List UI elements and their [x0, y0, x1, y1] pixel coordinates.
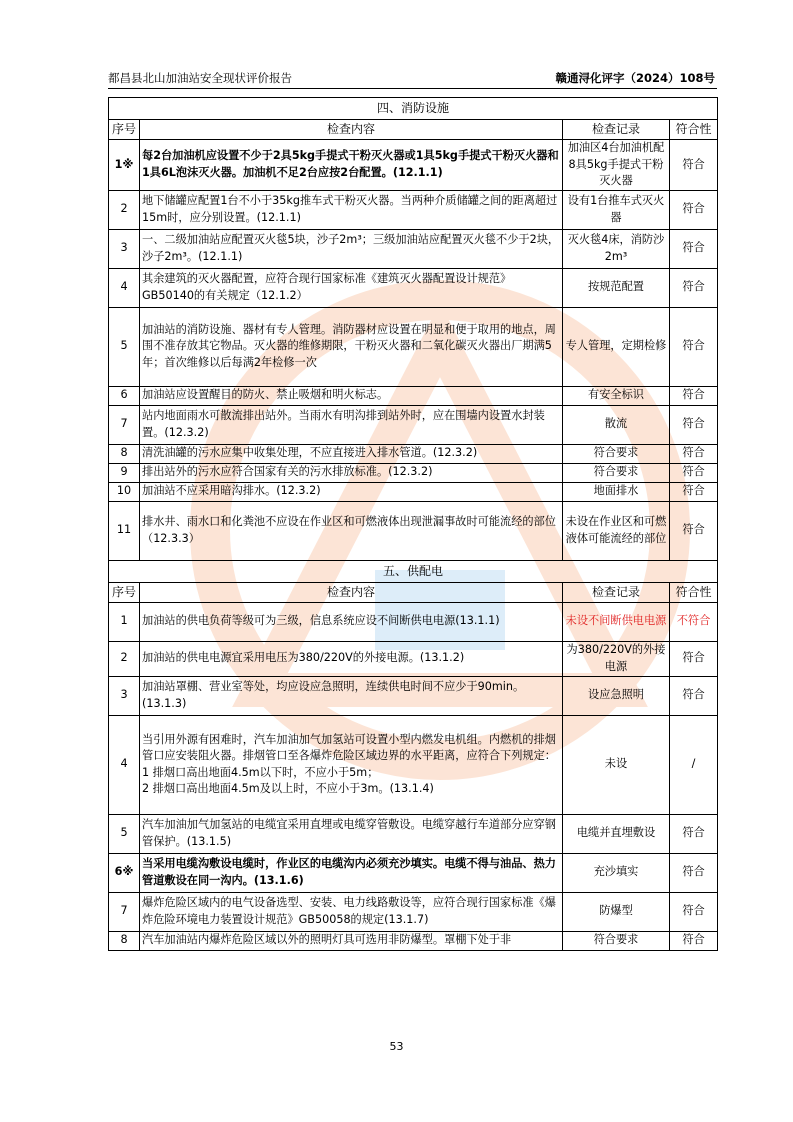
table-row: [109, 715, 718, 814]
row-result: 符合: [670, 229, 718, 268]
row-number: 6: [109, 386, 140, 405]
row-result: 符合: [670, 444, 718, 463]
table-row: [109, 307, 718, 386]
row-record: 加油区4台加油机配8具5kg手提式干粉灭火器: [563, 140, 670, 191]
section-title: 四、消防设施: [109, 98, 718, 120]
page-number: 53: [389, 1040, 404, 1053]
table-row: [109, 482, 718, 501]
row-content: 加油站罩棚、营业室等处，均应设应急照明，连续供电时间不应少于90min。(13.1.3): [140, 676, 563, 715]
table-row: [109, 676, 718, 715]
table-row: [109, 405, 718, 444]
row-content: 当采用电缆沟敷设电缆时，作业区的电缆沟内必须充沙填实。电缆不得与油品、热力管道敷设在同一沟内。(13.1.6): [140, 853, 563, 892]
header-divider: [108, 88, 717, 89]
row-result: 符合: [670, 641, 718, 676]
row-content: 站内地面雨水可散流排出站外。当雨水有明沟排到站外时，应在围墙内设置水封装置。(12.3.2): [140, 405, 563, 444]
row-number: 8: [109, 444, 140, 463]
row-number: 9: [109, 463, 140, 482]
column-header-result: 符合性: [670, 120, 718, 140]
report-number-header: 赣通浔化评字（2024）108号: [555, 71, 715, 85]
row-content: 地下储罐应配置1台不小于35kg推车式干粉灭火器。当两种介质储罐之间的距离超过15m时，应分别设置。(12.1.1): [140, 190, 563, 229]
table-row: [109, 501, 718, 560]
row-result: 符合: [670, 814, 718, 853]
row-number: 11: [109, 501, 140, 560]
row-record: 符合要求: [563, 444, 670, 463]
row-content: 爆炸危险区域内的电气设备选型、安装、电力线路敷设等，应符合现行国家标准《爆炸危险环境电力装置设计规范》GB50058的规定(13.1.7): [140, 892, 563, 931]
row-record: 充沙填实: [563, 853, 670, 892]
row-number: 3: [109, 229, 140, 268]
column-header-record: 检查记录: [563, 120, 670, 140]
row-number: 10: [109, 482, 140, 501]
row-result: 不符合: [670, 602, 718, 641]
row-record: 设应急照明: [563, 676, 670, 715]
row-record: 防爆型: [563, 892, 670, 931]
table-row: [109, 444, 718, 463]
row-record: 地面排水: [563, 482, 670, 501]
table-row: [109, 641, 718, 676]
row-record: 按规范配置: [563, 268, 670, 307]
row-record: 为380/220V的外接电源: [563, 641, 670, 676]
inspection-table: [108, 97, 718, 951]
table-row: [109, 229, 718, 268]
row-record: 设有1台推车式灭火器: [563, 190, 670, 229]
row-content: 加油站应设置醒目的防火、禁止吸烟和明火标志。: [140, 386, 563, 405]
row-content: 其余建筑的灭火器配置，应符合现行国家标准《建筑灭火器配置设计规范》GB50140的有关规定（12.1.2）: [140, 268, 563, 307]
row-number: 2: [109, 641, 140, 676]
row-content: 汽车加油站内爆炸危险区域以外的照明灯具可选用非防爆型。罩棚下处于非: [140, 931, 563, 950]
row-content: 当引用外源有困难时，汽车加油加气加氢站可设置小型内燃发电机组。内燃机的排烟管口应安装阻火器。排烟管口至各爆炸危险区域边界的水平距离，应符合下列规定： 1 排烟口高出地面4.5m以下时，不应小于5m； 2 排烟口高出地面4.5m及以上时，不应小于3m。(13.1.4): [140, 715, 563, 814]
row-result: 符合: [670, 268, 718, 307]
column-header-result: 符合性: [670, 582, 718, 602]
row-content: 排出站外的污水应符合国家有关的污水排放标准。(12.3.2): [140, 463, 563, 482]
table-row: [109, 602, 718, 641]
row-record: 电缆并直埋敷设: [563, 814, 670, 853]
row-number: 4: [109, 715, 140, 814]
row-number: 1※: [109, 140, 140, 191]
table-row: [109, 463, 718, 482]
table-row: [109, 931, 718, 950]
table-row: [109, 853, 718, 892]
row-record: 符合要求: [563, 931, 670, 950]
row-result: 符合: [670, 307, 718, 386]
row-number: 3: [109, 676, 140, 715]
table-row: [109, 892, 718, 931]
row-number: 8: [109, 931, 140, 950]
column-header-content: 检查内容: [140, 120, 563, 140]
row-content: 每2台加油机应设置不少于2具5kg手提式干粉灭火器或1具5kg手提式干粉灭火器和1具6L泡沫灭火器。加油机不足2台应按2台配置。(12.1.1): [140, 140, 563, 191]
row-result: 符合: [670, 140, 718, 191]
column-header-no: 序号: [109, 120, 140, 140]
row-result: 符合: [670, 405, 718, 444]
table-row: [109, 140, 718, 191]
row-result: /: [670, 715, 718, 814]
row-number: 1: [109, 602, 140, 641]
row-result: 符合: [670, 386, 718, 405]
row-content: 加油站不应采用暗沟排水。(12.3.2): [140, 482, 563, 501]
row-number: 7: [109, 405, 140, 444]
row-record: 专人管理，定期检修: [563, 307, 670, 386]
row-record: 符合要求: [563, 463, 670, 482]
row-content: 清洗油罐的污水应集中收集处理，不应直接进入排水管道。(12.3.2): [140, 444, 563, 463]
row-record: 未设: [563, 715, 670, 814]
column-header-content: 检查内容: [140, 582, 563, 602]
row-result: 符合: [670, 501, 718, 560]
row-result: 符合: [670, 190, 718, 229]
table-row: [109, 268, 718, 307]
row-record: 有安全标识: [563, 386, 670, 405]
row-record: 未设不间断供电电源: [563, 602, 670, 641]
column-header-no: 序号: [109, 582, 140, 602]
table-row: [109, 386, 718, 405]
row-result: 符合: [670, 853, 718, 892]
row-number: 4: [109, 268, 140, 307]
row-content: 加油站的消防设施、器材有专人管理。消防器材应设置在明显和便于取用的地点，周围不准存放其它物品。灭火器的维修期限，干粉灭火器和二氧化碳灭火器出厂期满5年；首次维修以后每满2年检修一次: [140, 307, 563, 386]
row-number: 7: [109, 892, 140, 931]
row-result: 符合: [670, 892, 718, 931]
row-result: 符合: [670, 482, 718, 501]
row-record: 散流: [563, 405, 670, 444]
row-content: 汽车加油加气加氢站的电缆宜采用直埋或电缆穿管敷设。电缆穿越行车道部分应穿钢管保护。(13.1.5): [140, 814, 563, 853]
row-number: 5: [109, 307, 140, 386]
section-title: 五、供配电: [109, 560, 718, 582]
row-result: 符合: [670, 931, 718, 950]
table-row: [109, 814, 718, 853]
table-row: [109, 190, 718, 229]
row-content: 一、二级加油站应配置灭火毯5块，沙子2m³；三级加油站应配置灭火毯不少于2块，沙子2m³。(12.1.1): [140, 229, 563, 268]
row-number: 2: [109, 190, 140, 229]
report-title-header: 都昌县北山加油站安全现状评价报告: [108, 71, 292, 85]
row-record: 灭火毯4床，消防沙2m³: [563, 229, 670, 268]
row-result: 符合: [670, 463, 718, 482]
row-result: 符合: [670, 676, 718, 715]
row-content: 加油站的供电电源宜采用电压为380/220V的外接电源。(13.1.2): [140, 641, 563, 676]
column-header-record: 检查记录: [563, 582, 670, 602]
row-content: 排水井、雨水口和化粪池不应设在作业区和可燃液体出现泄漏事故时可能流经的部位（12.3.3）: [140, 501, 563, 560]
row-number: 6※: [109, 853, 140, 892]
row-number: 5: [109, 814, 140, 853]
row-content: 加油站的供电负荷等级可为三级，信息系统应设不间断供电电源(13.1.1): [140, 602, 563, 641]
row-record: 未设在作业区和可燃液体可能流经的部位: [563, 501, 670, 560]
